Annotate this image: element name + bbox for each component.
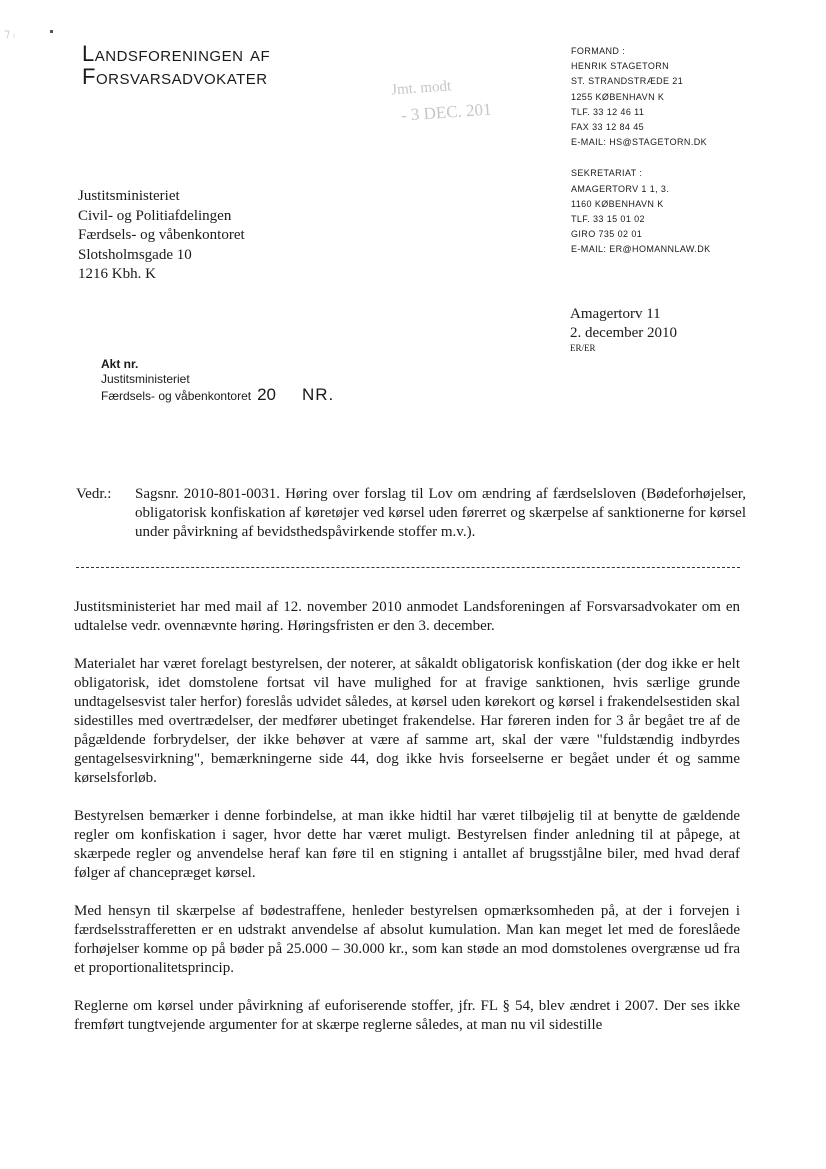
formand-heading: FORMAND :	[571, 46, 626, 56]
akt-nr-stamp	[101, 357, 334, 404]
scan-artifact-dot	[50, 30, 53, 33]
contact-block	[571, 44, 711, 258]
date-block	[570, 305, 677, 354]
organization-name-line2: Forsvarsadvokater	[82, 64, 268, 89]
dashed-divider	[76, 567, 740, 568]
sekretariat-line: 1160 KØBENHAVN K	[571, 198, 664, 209]
contact-gap	[571, 150, 711, 166]
subject-label: Vedr.:	[76, 486, 112, 502]
formand-line: 1255 KØBENHAVN K	[571, 91, 665, 102]
sekretariat-line: TLF. 33 15 01 02	[571, 214, 645, 225]
subject-text: Sagsnr. 2010-801-0031. Høring over forslag til Lov om ændring af færdselsloven (Bødeforhøjelser, obligatorisk konfiskation af køretøjer ved kørsel uden førerret og skærpelse af sanktionerne for kørsel under påvirkning af bevidsthedspåvirkende stoffer m.v.).	[135, 486, 746, 540]
recipient-line: Justitsministeriet	[78, 188, 180, 204]
formand-line: HENRIK STAGETORN	[571, 61, 670, 72]
akt-office: Færdsels- og våbenkontoret	[101, 389, 252, 403]
akt-number-label: NR.	[302, 385, 335, 404]
akt-nr-label: Akt nr.	[101, 357, 139, 371]
sekretariat-heading: SEKRETARIAT :	[571, 168, 643, 179]
akt-year: 20	[257, 385, 276, 404]
received-stamp-line1: Jmt. modt	[390, 78, 452, 99]
organization-name	[82, 42, 270, 88]
sekretariat-line: GIRO 735 02 01	[571, 229, 643, 240]
scan-artifact-mark: ⁊ ᵢ	[4, 26, 15, 40]
received-stamp	[390, 71, 492, 130]
sekretariat-email: E-MAIL: ER@HOMANNLAW.DK	[571, 244, 711, 255]
body-paragraph: Med hensyn til skærpelse af bødestraffene, henleder bestyrelsen opmærksomheden på, at der i forvejen i færdselsstrafferetten er en udstrakt anvendelse af absolut kumulation. Man kan meget let med de foreslåede forhøjelser komme op på bøder på 25.000 – 30.000 kr., som kan støde an mod domstolenes overgrænse ud fra et proportionalitetsprincip.	[74, 903, 740, 976]
received-stamp-date: - 3 DEC. 201	[400, 99, 493, 125]
body-paragraph: Materialet har været forelagt bestyrelsen, der noterer, at såkaldt obligatorisk konfiskation (der dog ikke er helt obligatorisk, idet domstolene fortsat vil have mulighed for at fravige sanktionen, hvis særlige grunde undtagelsesvist taler herfor) foreslås udvidet således, at kørsel uden kørekort og kørsel i frakendelsestiden skal sidestilles med overtrædelser, der medfører ubetinget frakendelse. Har føreren inden for 3 år begået tre af de pågældende forbrydelser, der ikke behøver at være af samme art, skal der være "fuldstændig indbyrdes gentagelsesvirkning", bemærkningerne side 44, dog ikke hvis forseelserne er begået under ét og samme kørselsforløb.	[74, 656, 740, 786]
formand-email: E-MAIL: HS@STAGETORN.DK	[571, 137, 708, 148]
reference-initials: ER/ER	[570, 343, 596, 353]
recipient-line: Færdsels- og våbenkontoret	[78, 227, 245, 243]
letter-body	[74, 598, 740, 1054]
subject-line	[76, 485, 746, 542]
formand-line: TLF. 33 12 46 11	[571, 106, 645, 117]
akt-office-row	[101, 387, 334, 404]
sender-address: Amagertorv 11	[570, 306, 661, 322]
letter-date: 2. december 2010	[570, 325, 678, 341]
recipient-line: Civil- og Politiafdelingen	[78, 207, 232, 224]
body-paragraph: Bestyrelsen bemærker i denne forbindelse, at man ikke hidtil har været tilbøjelig til at benytte de gældende regler om konfiskation i sager, hvor dette har været muligt. Bestyrelsen finder anledning til at påpege, at skærpede regler og anvendelse heraf kan føre til en stigning i antallet af brugsstjålne biler, med hvad deraf følger af chancepræget kørsel.	[74, 808, 740, 881]
sekretariat-line: AMAGERTORV 1 1, 3.	[571, 183, 670, 194]
recipient-line: Slotsholmsgade 10	[78, 246, 192, 263]
formand-line: FAX 33 12 84 45	[571, 122, 645, 133]
recipient-line: 1216 Kbh. K	[78, 266, 156, 282]
body-paragraph: Justitsministeriet har med mail af 12. november 2010 anmodet Landsforeningen af Forsvarsadvokater om en udtalelse vedr. ovennævnte høring. Høringsfristen er den 3. december.	[74, 599, 740, 634]
akt-ministry: Justitsministeriet	[101, 372, 190, 386]
organization-name-line1: Landsforeningen af	[82, 41, 271, 66]
recipient-address	[78, 187, 245, 285]
formand-line: ST. STRANDSTRÆDE 21	[571, 76, 684, 87]
body-paragraph: Reglerne om kørsel under påvirkning af euforiserende stoffer, jfr. FL § 54, blev ændret i 2007. Der ses ikke fremført tungtvejende argumenter for at skærpe reglerne således, at man nu vil sidestille	[74, 998, 740, 1033]
